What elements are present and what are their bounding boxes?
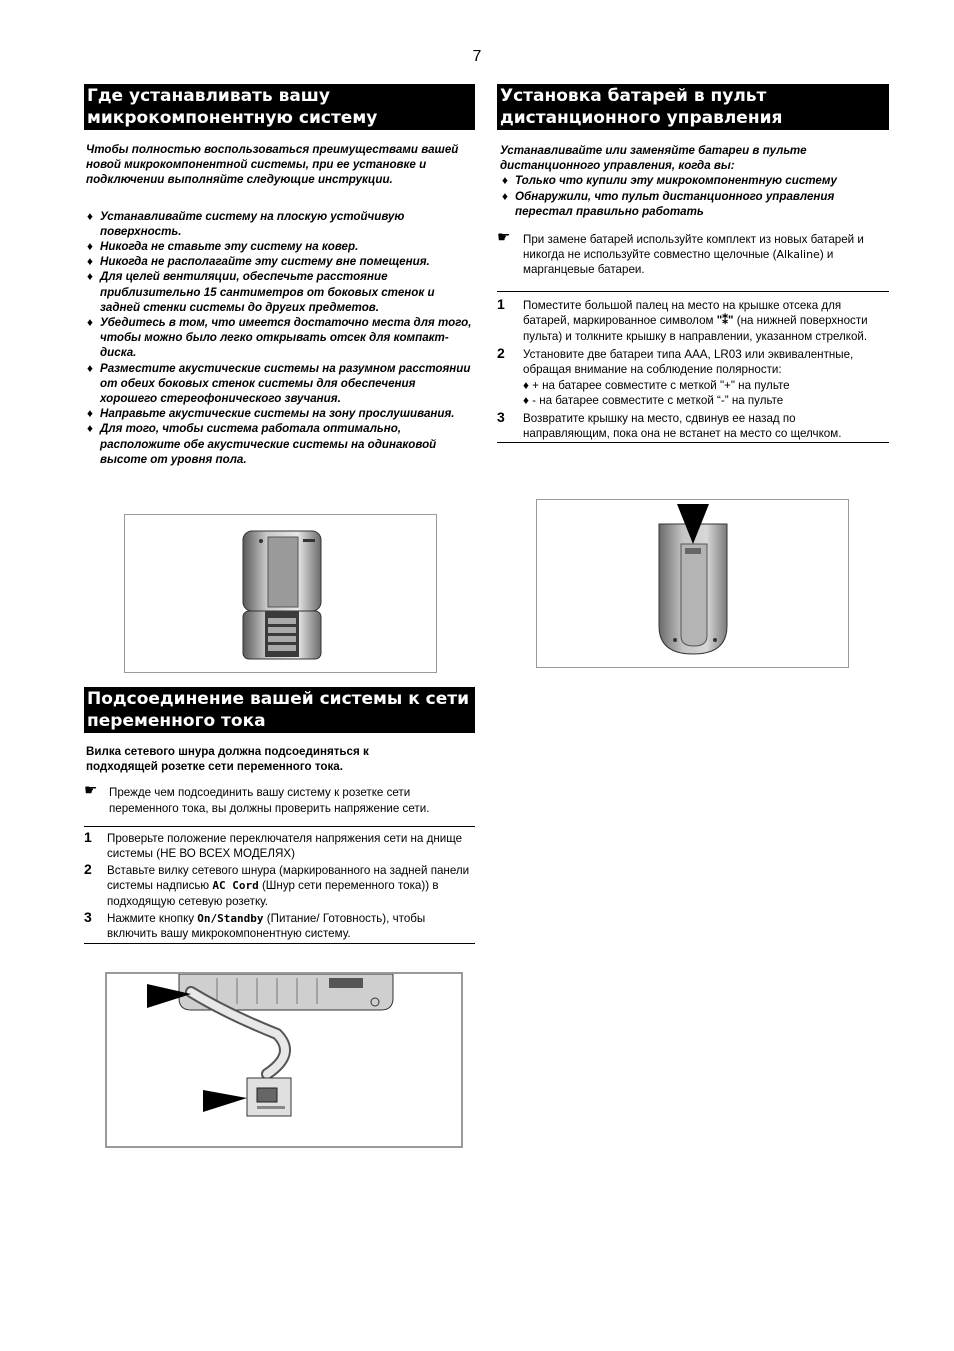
thumb-mark-symbol: "⁑": [716, 314, 734, 328]
divider: [84, 943, 475, 944]
polarity-text: + на батарее совместите с меткой "+" на пульте: [532, 378, 790, 392]
ac-cord-label: AC Cord: [212, 879, 259, 893]
step-item: [497, 295, 885, 345]
bullet-item: [86, 406, 475, 421]
step-text: Нажмите кнопку: [107, 911, 198, 925]
diamond-icon: ♦: [523, 393, 529, 407]
left-column: [84, 84, 475, 467]
step-item: [84, 908, 473, 941]
step-text: (Шнур сети переменного тока)) в подходящую сетевую розетку.: [107, 879, 439, 908]
step-number: 1: [84, 828, 92, 845]
bullet-text: Разместите акустические системы на разумном расстоянии от обеих боковых стенок системы для обеспечения хорошего стереофонического звучания.: [100, 361, 471, 406]
batteries-intro: Устанавливайте или заменяйте батареи в пульте дистанционного управления, когда вы:: [500, 144, 807, 173]
bullet-item: [501, 173, 886, 188]
ac-connection-figure: [105, 972, 463, 1148]
bullet-item: [86, 315, 475, 361]
step-number: 1: [497, 295, 505, 312]
heading-line: дистанционного управления: [500, 108, 783, 128]
left-column-ac: [84, 687, 475, 944]
step-item: [84, 828, 473, 861]
step-text: Проверьте положение переключателя напряжения сети на днище системы (НЕ ВО ВСЕХ МОДЕЛЯХ): [107, 831, 463, 861]
note-text: ) и марганцевые батареи.: [523, 248, 834, 277]
bullet-item: [86, 209, 475, 239]
diamond-icon: ♦: [87, 270, 93, 284]
note-text: При замене батарей используйте комплект из новых батарей и никогда не используйте совместно щелочные (: [523, 233, 864, 262]
bullet-text: Никогда не располагайте эту систему вне помещения.: [100, 255, 430, 269]
divider: [497, 291, 889, 292]
bullet-item: [86, 239, 475, 254]
step-text: Вставьте вилку сетевого шнура (маркированного на задней панели системы надписью: [107, 864, 470, 893]
ac-intro: Вилка сетевого шнура должна подсоединяться к подходящей розетке сети переменного тока.: [86, 745, 369, 774]
step-text: Установите две батареи типа AAA, LR03 или эквивалентные, обращая внимание на соблюдение полярности:: [523, 348, 854, 377]
page-number: 7: [472, 48, 482, 65]
step-item: [84, 863, 473, 909]
diamond-icon: ♦: [87, 209, 93, 223]
step-item: [497, 347, 885, 408]
bullet-text: Только что купили эту микрокомпонентную систему: [515, 174, 837, 188]
step-text: (на нижней поверхности пульта) и толкните крышку в направлении, указанном стрелкой.: [523, 314, 868, 343]
bullet-text: Направьте акустические системы на зону прослушивания.: [100, 407, 455, 421]
heading-line: Где устанавливать вашу: [87, 86, 330, 106]
step-text: (Питание/ Готовность), чтобы включить вашу микрокомпонентную систему.: [107, 911, 426, 941]
bullet-item: [86, 254, 475, 269]
placement-intro: Чтобы полностью воспользоваться преимуществами вашей новой микрокомпонентной системы, при ее установке и подключении выполняйте следующие инструкции.: [86, 143, 459, 187]
right-column: [497, 84, 889, 443]
ac-note-text: Прежде чем подсоединить вашу систему к розетке сети переменного тока, вы должны проверить напряжение сети.: [109, 786, 430, 815]
alkaline-label: Alkaline: [776, 248, 820, 262]
bullet-item: [86, 361, 475, 407]
heading-line: микрокомпонентную систему: [87, 108, 378, 128]
diamond-icon: ♦: [523, 378, 529, 392]
section-heading-batteries: [497, 84, 889, 130]
bullet-item: [86, 269, 475, 315]
step-number: 3: [84, 908, 92, 925]
bullet-item: [86, 421, 475, 467]
bullet-text: Для целей вентиляции, обеспечьте расстояние приблизительно 15 сантиметров от боковых стенок и задней стенки системы до других предметов.: [100, 270, 435, 314]
step-number: 3: [497, 408, 505, 425]
bullet-text: Убедитесь в том, что имеется достаточно места для того, чтобы можно было легко открывать отсек для компакт-диска.: [100, 316, 472, 360]
bullet-text: Никогда не ставьте эту систему на ковер.: [100, 240, 359, 254]
on-standby-label: On/Standby: [197, 911, 264, 925]
remote-illustration: [537, 500, 848, 667]
step-item: [497, 408, 885, 441]
bullet-text: Обнаружили, что пульт дистанционного управления перестал правильно работать: [515, 189, 835, 218]
batteries-bullet-list: [497, 173, 886, 219]
diamond-icon: ♦: [87, 361, 93, 375]
section-heading-placement: [84, 84, 475, 130]
diamond-icon: ♦: [87, 240, 93, 254]
polarity-item: [523, 393, 885, 408]
ac-steps: [84, 828, 473, 941]
heading-line: Подсоединение вашей системы к сети: [87, 689, 470, 709]
section-heading-ac: [84, 687, 475, 733]
diamond-icon: ♦: [502, 174, 508, 188]
bullet-text: Для того, чтобы система работала оптимально, расположите обе акустические системы на одинаковой высоте от уровня пола.: [100, 422, 437, 466]
diamond-icon: ♦: [87, 407, 93, 421]
bullet-text: Устанавливайте систему на плоскую устойчивую поверхность.: [100, 209, 405, 238]
placement-bullet-list: [84, 209, 475, 467]
pointing-hand-icon: ☛: [497, 229, 511, 247]
step-text: Поместите большой палец на место на крышке отсека для батарей, маркированное символом: [523, 298, 842, 328]
divider: [84, 826, 475, 827]
batteries-note: [497, 229, 883, 278]
ac-note: [84, 782, 473, 815]
micro-system-figure: [124, 514, 437, 673]
diamond-icon: ♦: [502, 189, 508, 203]
diamond-icon: ♦: [87, 316, 93, 330]
diamond-icon: ♦: [87, 255, 93, 269]
step-text: Возвратите крышку на место, сдвинув ее назад по направляющим, пока она не встанет на место со щелчком.: [523, 411, 842, 441]
micro-system-illustration: [125, 515, 436, 672]
step-number: 2: [84, 861, 92, 878]
divider: [497, 442, 889, 443]
battery-steps: [497, 295, 885, 442]
diamond-icon: ♦: [87, 422, 93, 436]
ac-connection-illustration: [107, 974, 461, 1146]
polarity-item: [523, 378, 885, 393]
remote-battery-figure: [536, 499, 849, 668]
polarity-text: - на батарее совместите с меткой “-” на пульте: [532, 393, 784, 407]
heading-line: Установка батарей в пульт: [500, 86, 767, 106]
bullet-item: [501, 189, 886, 219]
step-number: 2: [497, 345, 505, 362]
heading-line: переменного тока: [87, 711, 266, 731]
pointing-hand-icon: ☛: [84, 782, 98, 800]
